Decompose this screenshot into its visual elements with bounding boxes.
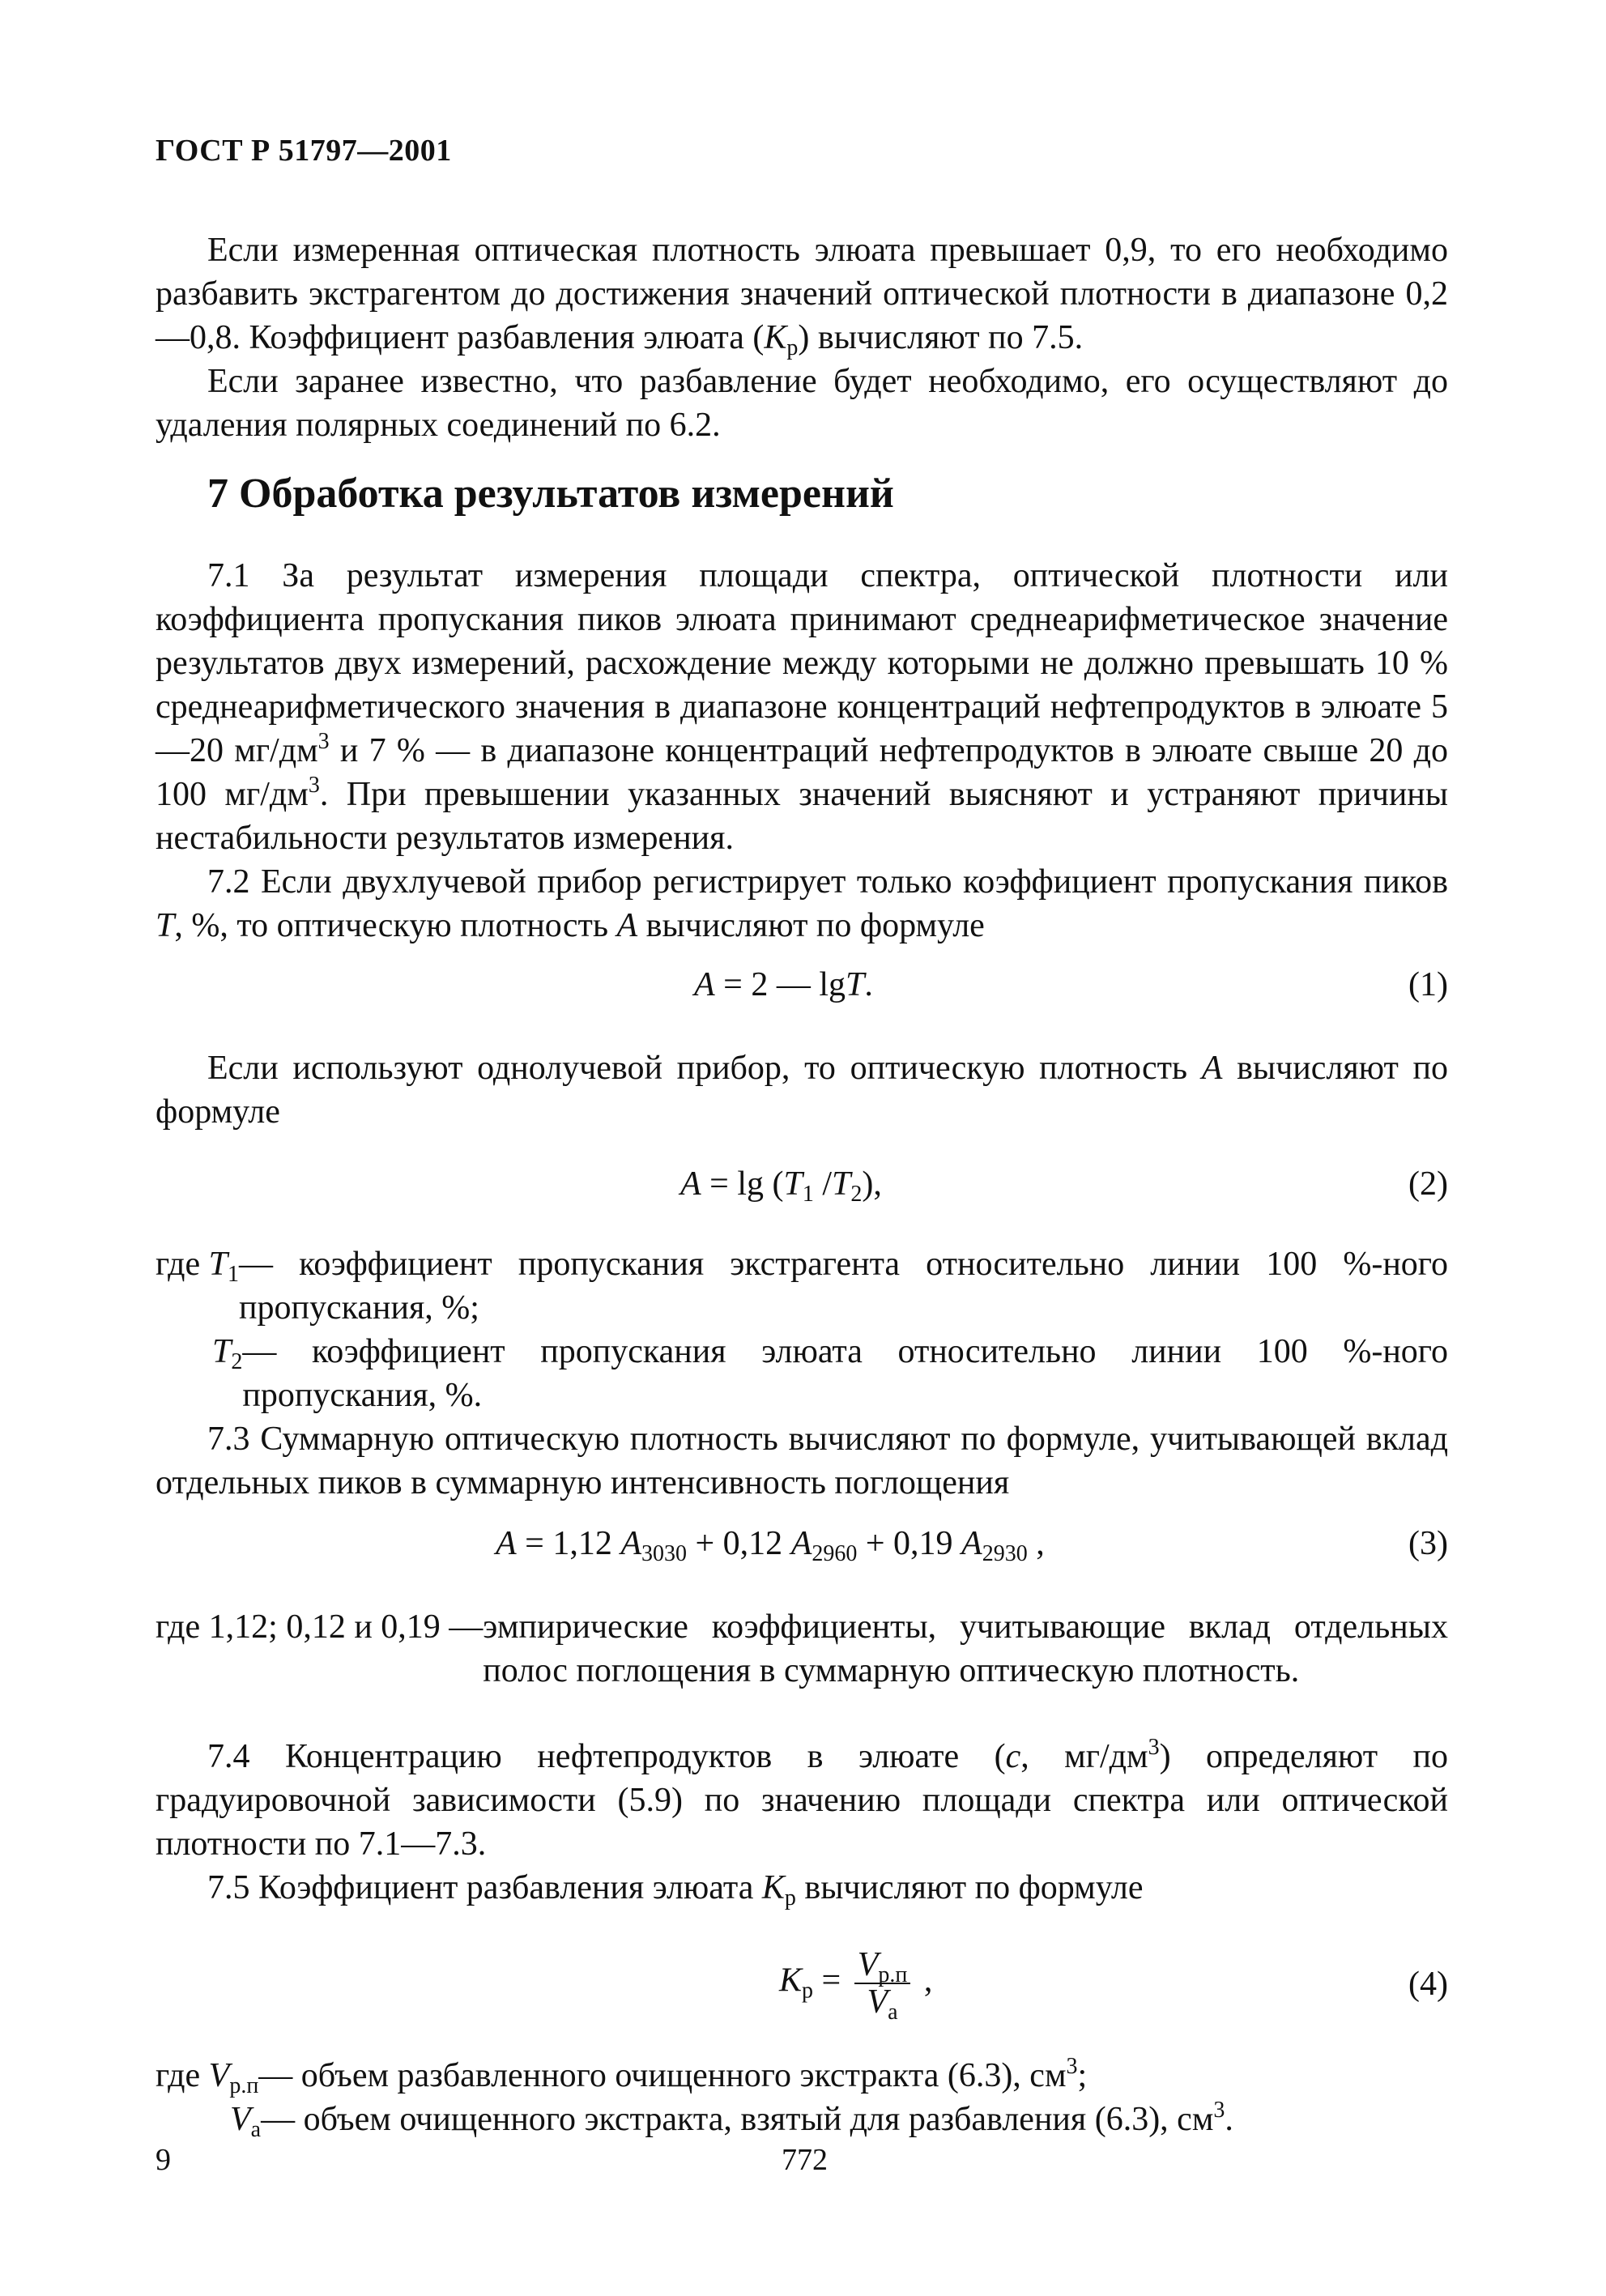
symbol: T	[155, 907, 175, 944]
text-span: + 0,12	[687, 1525, 791, 1562]
text-span: ;	[1077, 2057, 1088, 2094]
text-span: /	[813, 1165, 833, 1203]
subscript: p	[786, 335, 799, 360]
formula-3	[496, 1524, 1045, 1566]
text-span: 7.1 За результат измерения площади спектра, оптической плотности или коэффициента пропускания пиков элюата принимают среднеарифметическое значение результатов двух измерений, расхождение между которыми не должно превышать 10 % среднеарифметического значения в диапазоне концентраций нефтепродуктов в элюате 5—20 мг/дм	[155, 557, 1448, 769]
text-span: ,	[1027, 1525, 1045, 1562]
symbol: A	[496, 1525, 517, 1562]
document-number: 772	[782, 2143, 828, 2177]
symbol: T	[783, 1165, 803, 1203]
subscript: a	[888, 2000, 898, 2025]
superscript: 3	[1066, 2054, 1078, 2079]
text-span: — объем очищенного экстракта, взятый для разбавления (6.3), см	[261, 2101, 1214, 2138]
symbol: A	[1201, 1050, 1223, 1087]
symbol: A	[961, 1525, 982, 1562]
text-span: вычисляют по формуле	[637, 907, 985, 944]
legend-symbol	[155, 1242, 239, 1330]
section-7-4-block	[155, 1735, 1448, 1910]
symbol: V	[230, 2101, 251, 2138]
formula-1-row	[155, 965, 1448, 1014]
symbol: K	[779, 1962, 803, 2000]
text-span: ) определяют по градуировочной зависимости (5.9) по значению площади спектра или оптической плотности по 7.1—7.3.	[155, 1738, 1449, 1863]
text-span: Если используют однолучевой прибор, то оптическую плотность	[207, 1050, 1202, 1087]
text-span: где	[155, 2057, 209, 2094]
legend-text	[261, 2098, 1448, 2141]
text-span: 7.2 Если двухлучевой прибор регистрирует только коэффициент пропускания пиков	[207, 863, 1448, 901]
legend-text: — коэффициент пропускания элюата относительно линии 100 %-ного пропускания, %.	[242, 1333, 1448, 1414]
page-number: 9	[155, 2143, 171, 2177]
paragraph-7-2	[155, 860, 1448, 948]
legend-symbol: где 1,12; 0,12 и 0,19 —	[155, 1608, 484, 1646]
text-span: 7.4 Концентрацию нефтепродуктов в элюате (	[207, 1738, 1006, 1775]
text-span: = 1,12	[516, 1525, 621, 1562]
fraction	[854, 1946, 911, 2025]
formula-3-legend	[155, 1605, 1448, 1693]
symbol: T	[208, 1246, 228, 1283]
legend-symbol	[155, 2054, 258, 2098]
superscript: 3	[1213, 2098, 1225, 2123]
text-span: ) вычисляют по 7.5.	[798, 319, 1084, 356]
symbol: A	[694, 966, 715, 1003]
paragraph-7-4	[155, 1735, 1448, 1866]
text-span: — объем разбавленного очищенного экстракта (6.3), см	[258, 2057, 1067, 2094]
paragraph-single-beam	[155, 1046, 1448, 1134]
fraction-numerator	[854, 1946, 911, 1987]
symbol: A	[790, 1525, 812, 1562]
subscript: 2	[231, 1349, 243, 1374]
subscript: p	[802, 1978, 814, 2004]
legend-symbol	[212, 1330, 242, 1417]
symbol: c	[1005, 1738, 1021, 1775]
text-span: вычисляют по формуле	[795, 1869, 1144, 1906]
fraction-denominator	[863, 1983, 901, 2025]
text-span: Если измеренная оптическая плотность элюата превышает 0,9, то его необходимо разбавить экстрагентом до достижения значений оптической плотности в диапазоне 0,2—0,8. Коэффициент разбавления элюата (	[155, 232, 1448, 356]
text-span: ,	[915, 1962, 933, 2000]
text-span: и 7 % — в диапазоне концентраций нефтепродуктов в элюате свыше 20 до 100 мг/дм	[155, 732, 1448, 813]
formula-3-number: (3)	[1408, 1525, 1448, 1562]
text-span: вычисляют по формуле	[155, 1050, 1448, 1131]
symbol: K	[764, 319, 787, 356]
legend-item-va	[155, 2098, 1448, 2141]
legend-text: — коэффициент пропускания экстрагента относительно линии 100 %-ного пропускания, %;	[239, 1246, 1448, 1327]
text-span: , мг/дм	[1020, 1738, 1148, 1775]
superscript: 3	[1148, 1735, 1160, 1760]
legend-text: эмпирические коэффициенты, учитывающие вклад отдельных полос поглощения в суммарную оптическую плотность.	[483, 1608, 1448, 1689]
subscript: 2	[850, 1182, 863, 1207]
symbol: V	[208, 2057, 230, 2094]
formula-2-row	[155, 1165, 1448, 1213]
text-span: .	[864, 966, 873, 1003]
subscript: 1	[228, 1262, 240, 1287]
symbol: A	[680, 1165, 701, 1203]
section-7-3-block	[155, 1417, 1448, 1505]
single-beam-block	[155, 1046, 1448, 1134]
subscript: а	[250, 2117, 262, 2142]
intro-paragraph-2: Если заранее известно, что разбавление будет необходимо, его осуществляют до удаления полярных соединений по 6.2.	[155, 363, 1448, 444]
formula-2	[680, 1165, 882, 1207]
text-span: ),	[862, 1165, 882, 1203]
formula-4-row	[155, 1944, 1448, 2033]
legend-item-vrp	[155, 2054, 1448, 2098]
symbol: T	[832, 1165, 851, 1203]
text-span: где	[155, 1246, 209, 1283]
symbol: V	[867, 1983, 888, 2021]
paragraph-7-1	[155, 554, 1448, 860]
formula-2-legend	[155, 1242, 1448, 1417]
symbol: V	[857, 1946, 879, 1983]
subscript: р.п	[878, 1962, 908, 1987]
subscript: 2930	[982, 1541, 1028, 1566]
legend-item-t2	[155, 1330, 1448, 1417]
legend-symbol	[230, 2098, 261, 2141]
section-title: 7 Обработка результатов измерений	[207, 471, 894, 517]
symbol: A	[616, 907, 638, 944]
legend-item-t1	[155, 1242, 1448, 1330]
subscript: 2960	[812, 1541, 858, 1566]
formula-1	[694, 965, 873, 1004]
formula-1-number: (1)	[1408, 966, 1448, 1003]
symbol: T	[846, 966, 865, 1003]
text-span: .	[1225, 2101, 1233, 2138]
symbol: T	[212, 1333, 232, 1370]
superscript: 3	[317, 729, 330, 754]
standard-header: ГОСТ Р 51797—2001	[155, 134, 452, 168]
superscript: 3	[308, 773, 320, 798]
subscript: 1	[802, 1182, 814, 1207]
paragraph-7-5	[155, 1866, 1448, 1910]
formula-4: $K_p$ = $\frac{V_{р.п}}{V_a}$ ,	[779, 1946, 933, 2025]
subscript: 3030	[641, 1541, 687, 1566]
formula-4-number: (4)	[1408, 1966, 1448, 2003]
text-span: , %, то оптическую плотность	[174, 907, 617, 944]
paragraph-7-3: 7.3 Суммарную оптическую плотность вычисляют по формуле, учитывающей вклад отдельных пиков в суммарную интенсивность поглощения	[155, 1421, 1448, 1502]
section-7-1-block	[155, 554, 1448, 948]
symbol: A	[620, 1525, 641, 1562]
legend-item-coefficients	[155, 1605, 1448, 1693]
formula-3-row	[155, 1524, 1448, 1573]
subscript: р.п	[229, 2073, 259, 2098]
text-span: + 0,19	[857, 1525, 962, 1562]
text-span: 7.5 Коэффициент разбавления элюата	[207, 1869, 762, 1906]
symbol: K	[761, 1869, 785, 1906]
subscript: p	[784, 1885, 796, 1910]
intro-block	[155, 228, 1448, 447]
text-span: . При превышении указанных значений выясняют и устраняют причины нестабильности результатов измерения.	[155, 776, 1449, 857]
text-span: = lg (	[701, 1165, 784, 1203]
text-span: = 2 — lg	[714, 966, 846, 1003]
intro-paragraph-1	[155, 228, 1448, 360]
legend-text	[258, 2054, 1448, 2098]
formula-2-number: (2)	[1408, 1165, 1448, 1203]
formula-4-legend	[155, 2054, 1448, 2141]
